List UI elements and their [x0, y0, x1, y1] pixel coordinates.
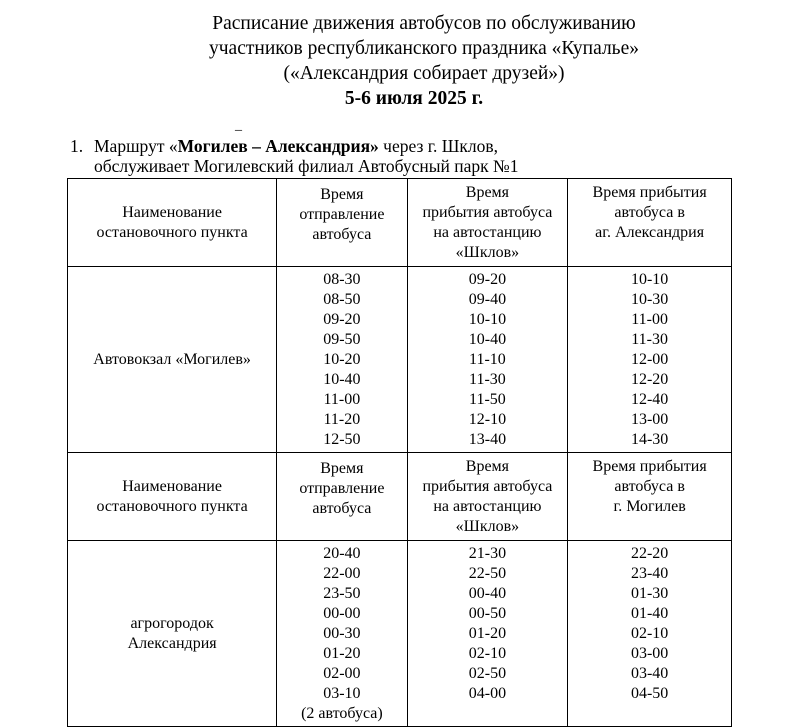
route-name: Могилев – Александрия»	[177, 136, 379, 156]
header-row	[68, 179, 732, 267]
title-line: участников республиканского праздника «Купалье»	[209, 38, 639, 59]
header-arrival-destination: Время прибытия автобуса в г. Могилев	[568, 453, 732, 541]
route-suffix: через г. Шклов,	[378, 136, 498, 156]
departure-times: 20-40 22-00 23-50 00-00 00-30 01-20 02-00 03-10 (2 автобуса)	[277, 541, 407, 727]
header-arrival-destination: Время прибытия автобуса в аг. Александрия	[568, 179, 732, 267]
stop-name: Автовокзал «Могилев»	[68, 267, 277, 453]
dash-mark: _	[235, 118, 242, 133]
header-stop: Наименование остановочного пункта	[68, 453, 277, 541]
title-line: Расписание движения автобусов по обслуживанию	[212, 13, 636, 34]
route-operator: обслуживает Могилевский филиал Автобусный парк №1	[94, 156, 519, 176]
header-stop: Наименование остановочного пункта	[68, 179, 277, 267]
stop-name: агрогородок Александрия	[68, 541, 277, 727]
arrival-destination-times: 10-10 10-30 11-00 11-30 12-00 12-20 12-40 13-00 14-30	[568, 267, 732, 453]
departure-times: 08-30 08-50 09-20 09-50 10-20 10-40 11-00 11-20 12-50	[277, 267, 407, 453]
header-arrival-shklov: Время прибытия автобуса на автостанцию «Шклов»	[407, 179, 568, 267]
header-departure: Время отправление автобуса	[277, 453, 407, 541]
route-line-1	[70, 136, 518, 156]
header-arrival-shklov: Время прибытия автобуса на автостанцию «Шклов»	[407, 453, 568, 541]
header-departure: Время отправление автобуса	[277, 179, 407, 267]
title-date: 5-6 июля 2025 г.	[344, 88, 484, 109]
document-title	[0, 11, 798, 111]
data-row	[68, 541, 732, 727]
route-prefix: Маршрут «	[94, 136, 178, 156]
data-row	[68, 267, 732, 453]
route-number: 1.	[70, 136, 84, 156]
header-row	[68, 453, 732, 541]
route-heading	[70, 136, 518, 176]
arrival-shklov-times: 09-20 09-40 10-10 10-40 11-10 11-30 11-50 12-10 13-40	[407, 267, 568, 453]
arrival-destination-times: 22-20 23-40 01-30 01-40 02-10 03-00 03-40 04-50	[568, 541, 732, 727]
schedule-table	[67, 178, 732, 727]
arrival-shklov-times: 21-30 22-50 00-40 00-50 01-20 02-10 02-50 04-00	[407, 541, 568, 727]
title-line: («Александрия собирает друзей»)	[283, 63, 565, 84]
